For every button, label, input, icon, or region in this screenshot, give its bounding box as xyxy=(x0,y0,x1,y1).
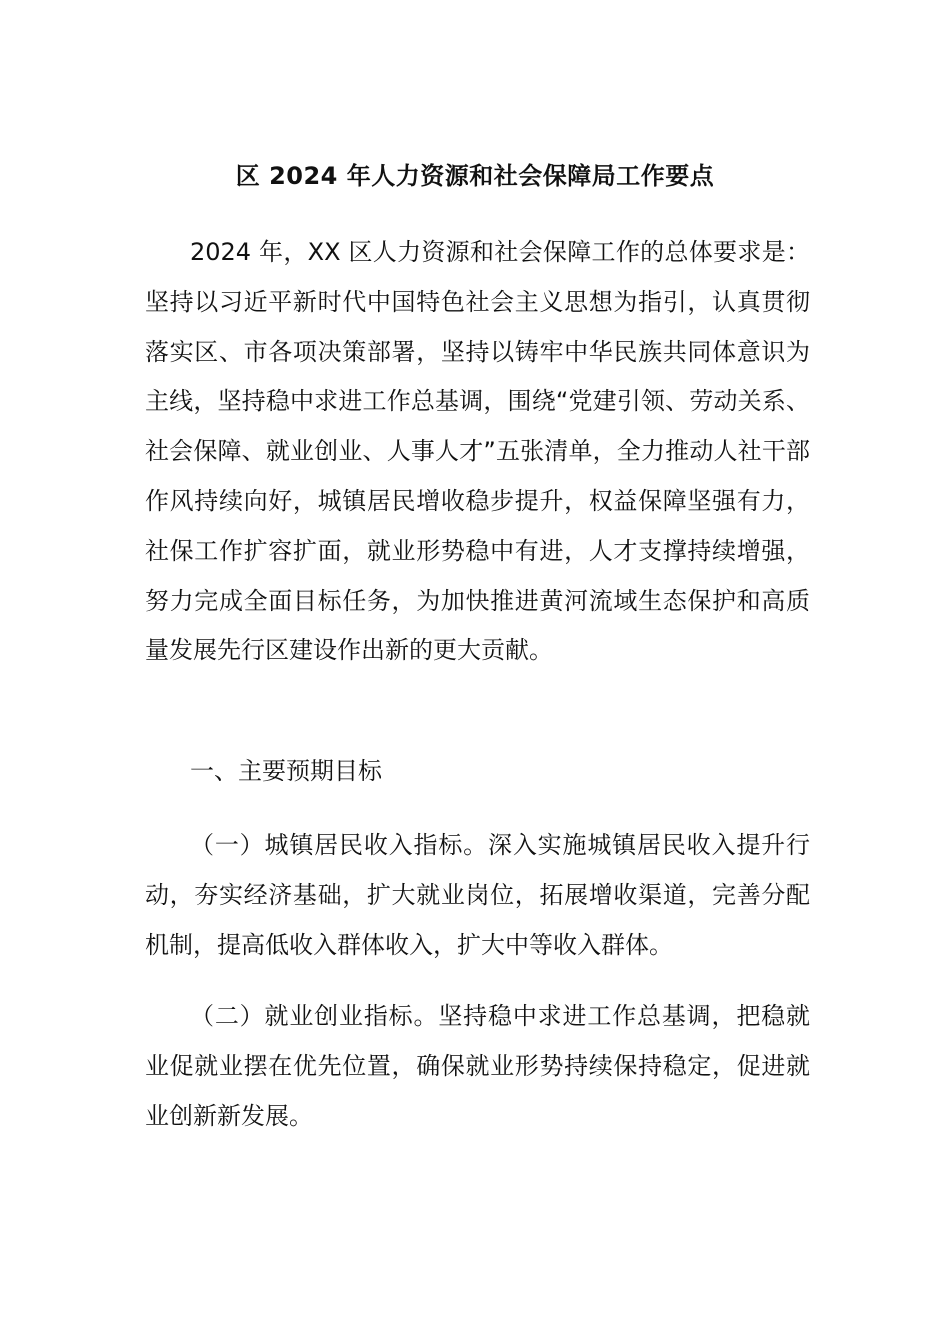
intro-paragraph: 2024 年，XX 区人力资源和社会保障工作的总体要求是：坚持以习近平新时代中国特色社会主义思想为指引，认真贯彻落实区、市各项决策部署，坚持以铸牢中华民族共同体意识为主线，坚持稳中求进工作总基调，围绕“党建引领、劳动关系、社会保障、就业创业、人事人才”五张清单，全力推动人社干部作风持续向好，城镇居民增收稳步提升，权益保障坚强有力，社保工作扩容扩面，就业形势稳中有进，人才支撑持续增强，努力完成全面目标任务，为加快推进黄河流域生态保护和高质量发展先行区建设作出新的更大贡献。 xyxy=(145,238,810,665)
item-income-paragraph: （一）城镇居民收入指标。深入实施城镇居民收入提升行动，夯实经济基础，扩大就业岗位，拓展增收渠道，完善分配机制，提高低收入群体收入，扩大中等收入群体。 xyxy=(145,831,810,959)
item-employment-paragraph: （二）就业创业指标。坚持稳中求进工作总基调，把稳就业促就业摆在优先位置，确保就业形势持续保持稳定，促进就业创新新发展。 xyxy=(145,1002,810,1130)
section-heading: 一、主要预期目标 xyxy=(190,757,382,785)
document-title: 区 2024 年人力资源和社会保障局工作要点 xyxy=(235,162,715,190)
